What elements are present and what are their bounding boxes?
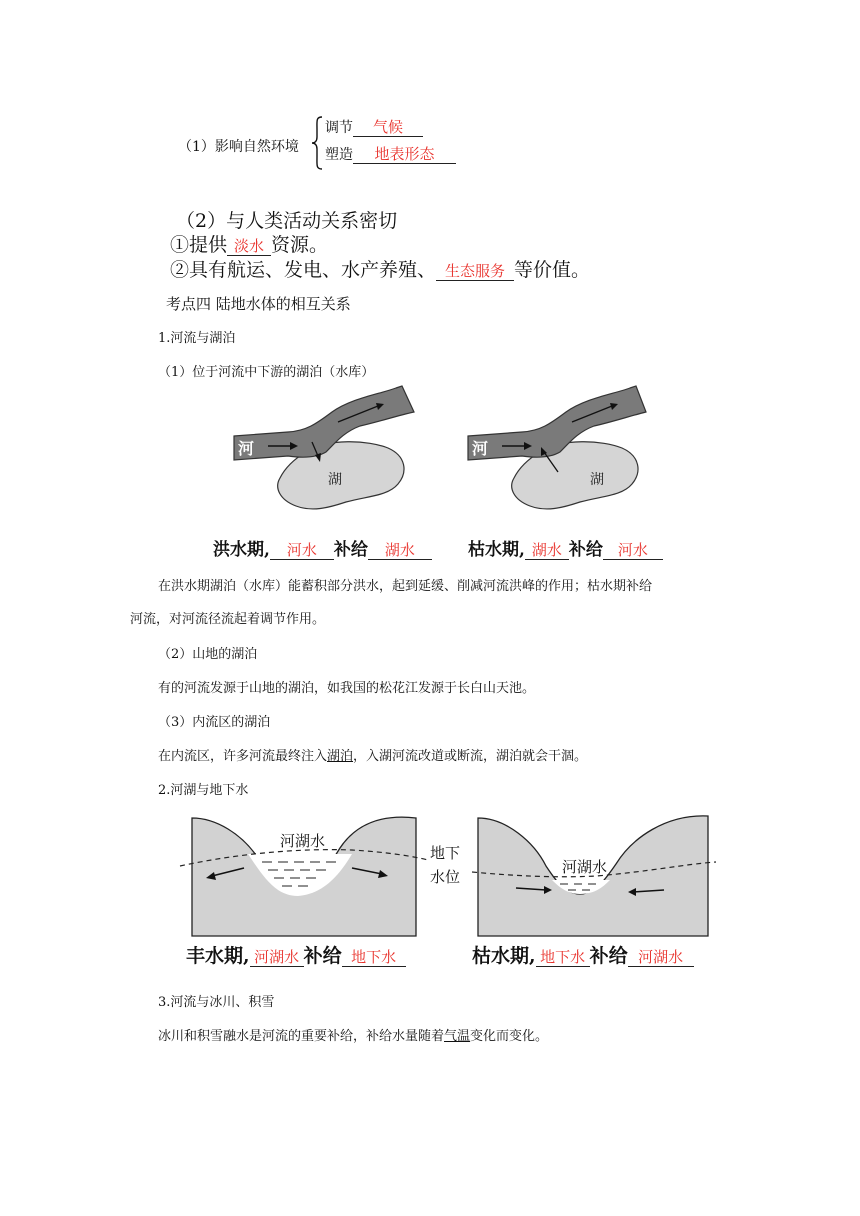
gw-label-2: 水位	[430, 868, 461, 886]
sub-1-3: （3）内流区的湖泊	[158, 715, 271, 730]
adjust-answer: 气候	[353, 119, 423, 137]
brace-icon	[309, 115, 325, 171]
adjust-label: 调节	[325, 120, 353, 136]
sub-1: 1.河流与湖泊	[158, 331, 236, 346]
para-1-line-2: 河流，对河流径流起着调节作用。	[130, 612, 326, 627]
para-2: 有的河流发源于山地的湖泊，如我国的松花江发源于长白山天池。	[158, 681, 536, 696]
para-4	[158, 1025, 548, 1044]
para-3	[158, 745, 587, 764]
item-2-post: 等价值。	[514, 259, 591, 281]
item-2-answer: 生态服务	[436, 263, 514, 281]
dry-caption	[468, 535, 663, 560]
dry2-caption-pre: 枯水期,	[472, 945, 536, 967]
item-1	[170, 230, 328, 257]
item-2-pre: ②具有航运、发电、水产养殖、	[170, 259, 437, 281]
flood-answer-b: 湖水	[368, 542, 432, 560]
para-3-pre: 在内流区，许多河流最终注入	[158, 749, 328, 764]
flood-caption	[213, 535, 432, 560]
para-4-underlined: 气温	[444, 1029, 471, 1044]
dry2-caption-mid: 补给	[589, 945, 628, 967]
adjust-row	[325, 117, 423, 137]
para-3-underlined: 湖泊	[327, 749, 354, 764]
para-3-post: ，入湖河流改道或断流，湖泊就会干涸。	[353, 749, 588, 764]
dry-caption-pre: 枯水期,	[468, 540, 525, 560]
item-1-post: 资源。	[271, 234, 329, 256]
para-1-line-1: 在洪水期湖泊（水库）能蓄积部分洪水，起到延缓、削减河流洪峰的作用；枯水期补给	[158, 579, 653, 594]
relation-title: （2）与人类活动关系密切	[176, 210, 398, 232]
lake-label-left: 湖	[328, 472, 342, 488]
water-label-left: 河湖水	[280, 832, 326, 850]
flood-caption-pre: 洪水期,	[213, 540, 270, 560]
dry-caption-mid: 补给	[568, 540, 603, 560]
dry2-caption	[472, 941, 694, 968]
shape-row	[325, 144, 456, 164]
item-1-answer: 淡水	[227, 238, 271, 256]
sub-2: 2.河湖与地下水	[158, 783, 249, 798]
river-label-left: 河	[238, 439, 255, 458]
dry-answer-b: 河水	[603, 542, 663, 560]
dry2-answer-a: 地下水	[536, 949, 590, 967]
flood-caption-mid: 补给	[333, 540, 368, 560]
para-4-pre: 冰川和积雪融水是河流的重要补给，补给水量随着	[158, 1029, 445, 1044]
lake-label-right: 湖	[590, 472, 604, 488]
wet-caption-pre: 丰水期,	[186, 945, 250, 967]
dry-answer-a: 湖水	[525, 542, 569, 560]
kp4-heading: 考点四 陆地水体的相互关系	[166, 295, 351, 313]
dry2-answer-b: 河湖水	[628, 949, 694, 967]
para-4-post: 变化而变化。	[470, 1029, 549, 1044]
shape-answer: 地表形态	[353, 146, 456, 164]
river-label-right: 河	[472, 439, 489, 458]
wet-caption-mid: 补给	[303, 945, 342, 967]
wet-answer-b: 地下水	[342, 949, 406, 967]
gw-label-1: 地下	[430, 844, 461, 862]
shape-label: 塑造	[325, 147, 353, 163]
groundwater-figure	[176, 814, 726, 944]
item-2	[170, 255, 590, 282]
influence-label: （1）影响自然环境	[178, 139, 299, 155]
wet-answer-a: 河湖水	[250, 949, 304, 967]
water-label-right: 河湖水	[562, 858, 608, 876]
flood-answer-a: 河水	[270, 542, 334, 560]
wet-caption	[186, 941, 406, 968]
sub-1-1: （1）位于河流中下游的湖泊（水库）	[158, 365, 375, 380]
sub-1-2: （2）山地的湖泊	[158, 647, 258, 662]
item-1-pre: ①提供	[170, 234, 228, 256]
sub-3: 3.河流与冰川、积雪	[158, 995, 275, 1010]
